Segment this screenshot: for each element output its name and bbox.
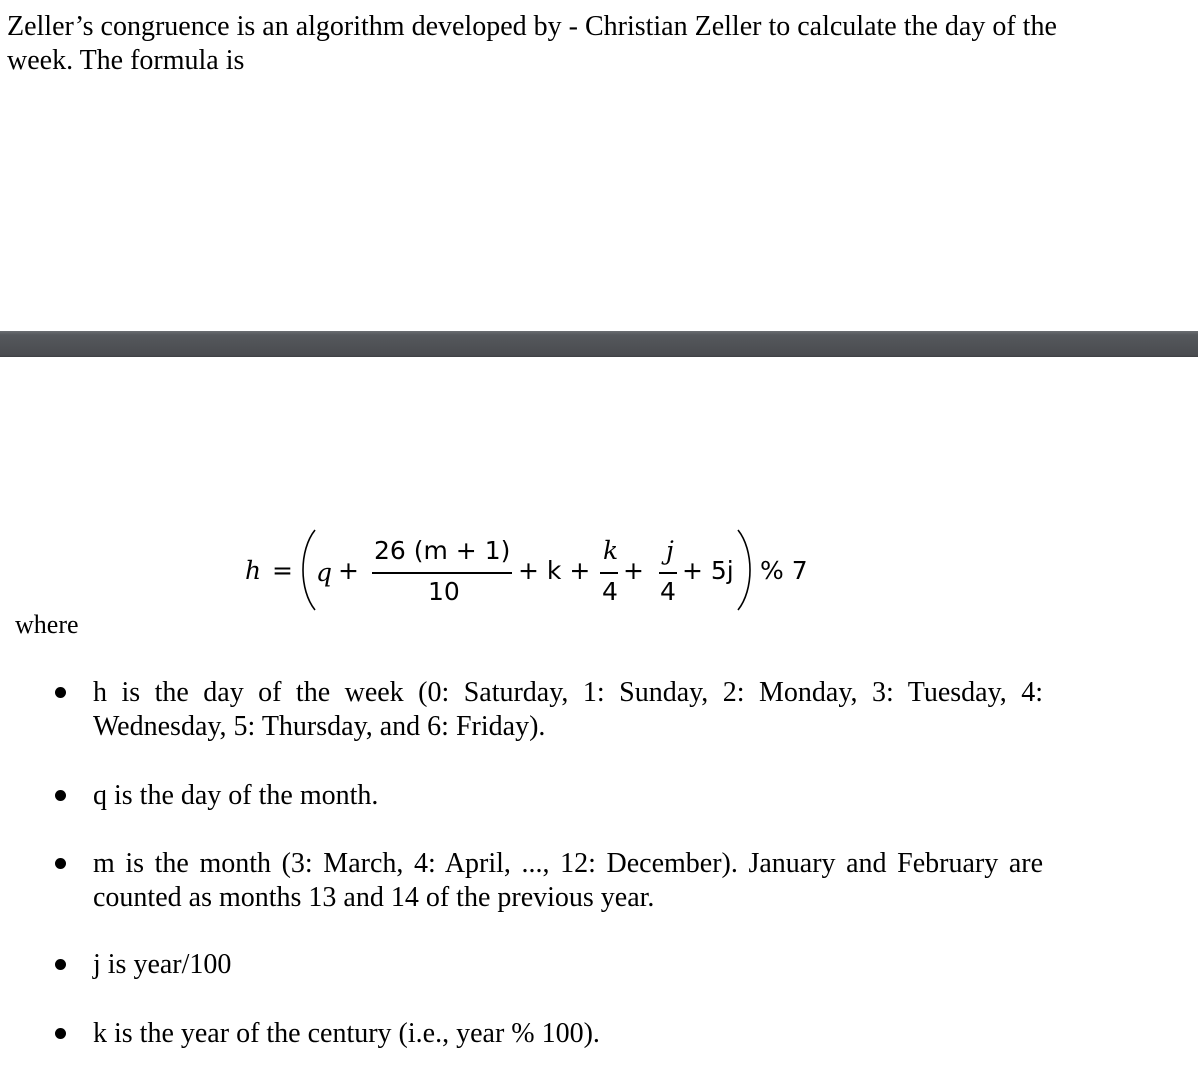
bullet-icon [55, 858, 66, 869]
where-label: where [15, 610, 79, 639]
fraction-bar-j [659, 572, 677, 574]
formula-mod: % 7 [760, 556, 808, 585]
j-denominator: 4 [660, 577, 676, 606]
right-paren [734, 528, 756, 612]
j-numerator: j [666, 536, 674, 565]
formula-equals: = [272, 556, 293, 585]
list-item-text: m is the month (3: March, 4: April, ..., 12: December). January and February are counted as months 13 and 14 of the previous year. [93, 848, 1043, 913]
section-divider [0, 331, 1198, 357]
formula-plus-k: + k + [518, 556, 591, 585]
bullet-icon [55, 959, 66, 970]
list-item-text: q is the day of the month. [93, 780, 379, 811]
formula-plus-1: + [338, 556, 359, 585]
intro-paragraph: Zeller’s congruence is an algorithm developed by - Christian Zeller to calculate the day of the week. The formula is [7, 11, 1057, 76]
fraction-denominator: 10 [428, 577, 460, 606]
bullet-icon [55, 790, 66, 801]
fraction-numerator: 26 (m + 1) [374, 536, 511, 565]
list-item-text: j is year/100 [93, 949, 232, 980]
fraction-bar-main [372, 572, 512, 574]
k-numerator: k [603, 536, 619, 565]
k-denominator: 4 [602, 577, 618, 606]
formula-q: q [316, 558, 333, 587]
formula-plus-2: + [623, 556, 644, 585]
zeller-formula [0, 520, 1198, 620]
list-item-text: h is the day of the week (0: Saturday, 1: Sunday, 2: Monday, 3: Tuesday, 4: Wednesday, 5: Thursday, and 6: Friday). [93, 677, 1043, 742]
bullet-icon [55, 1028, 66, 1039]
list-item-text: k is the year of the century (i.e., year % 100). [93, 1018, 600, 1049]
formula-plus-5j: + 5j [682, 556, 734, 585]
bullet-icon [55, 687, 66, 698]
fraction-bar-k [600, 572, 618, 574]
formula-h: h [245, 556, 262, 585]
